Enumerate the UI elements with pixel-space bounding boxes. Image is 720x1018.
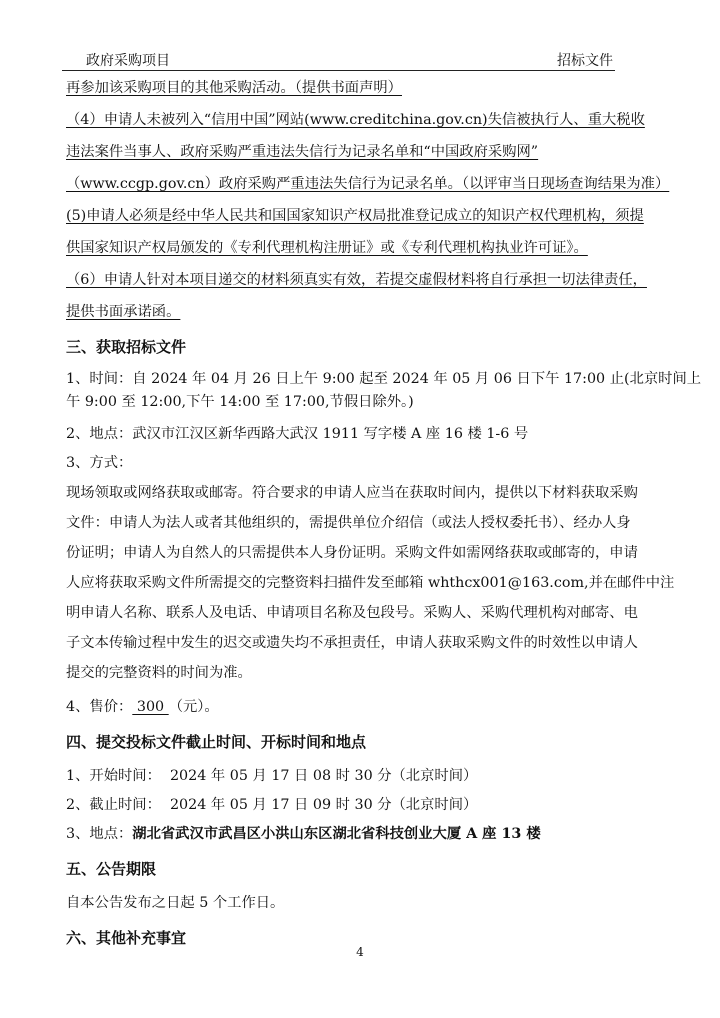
price-value: 300: [132, 699, 169, 715]
price-line: [66, 697, 618, 717]
method-line: 份证明；申请人为自然人的只需提供本人身份证明。采购文件如需网络获取或邮寄的，申请: [66, 545, 638, 561]
notice-period-text: 自本公告发布之日起 5 个工作日。: [66, 895, 285, 911]
qualification-line: 供国家知识产权局颁发的《专利代理机构注册证》或《专利代理机构执业许可证》。: [66, 240, 588, 256]
qualification-line: （www.ccgp.gov.cn）政府采购严重违法失信行为记录名单。（以评审当日现场查询结果为准）: [66, 176, 670, 192]
start-time-line: 1、开始时间： 2024 年 05 月 17 日 08 时 30 分（北京时间）: [66, 768, 478, 784]
method-line: 人应将获取采购文件所需提交的完整资料扫描件发至邮箱 whthcx001@163.com,并在邮件中注: [66, 575, 675, 591]
end-time-line: 2、截止时间： 2024 年 05 月 17 日 09 时 30 分（北京时间）: [66, 797, 478, 813]
qualification-line: 违法案件当事人、政府采购严重违法失信行为记录名单和“中国政府采购网”: [66, 144, 539, 160]
header-project-label: 政府采购项目: [86, 53, 170, 69]
page-number: 4: [356, 945, 364, 959]
section-heading: 四、提交投标文件截止时间、开标时间和地点: [66, 733, 367, 751]
bid-place-label: 3、地点：: [66, 826, 133, 842]
qualification-line: 提供书面承诺函。: [66, 304, 181, 320]
method-line: 现场领取或网络获取或邮寄。符合要求的申请人应当在获取时间内，提供以下材料获取采购: [66, 485, 638, 501]
bid-place-value: 湖北省武汉市武昌区小洪山东区湖北省科技创业大厦 A 座 13 楼: [132, 826, 541, 842]
qualification-line: (5)申请人必须是经中华人民共和国国家知识产权局批准登记成立的知识产权代理机构，须提: [66, 208, 644, 224]
bid-place-line: [66, 824, 618, 844]
method-line: 子文本传输过程中发生的迟交或遗失均不承担责任，申请人获取采购文件的时效性以申请人: [66, 635, 638, 651]
page-header: [62, 50, 615, 71]
header-document-label: 招标文件: [557, 53, 613, 69]
qualification-line: （4）申请人未被列入“信用中国”网站(www.creditchina.gov.cn)失信被执行人、重大税收: [66, 112, 645, 128]
price-unit: （元）。: [168, 699, 219, 715]
section-heading: 六、其他补充事宜: [66, 929, 187, 947]
section-heading: 三、获取招标文件: [66, 338, 187, 356]
qualification-line: 再参加该采购项目的其他采购活动。（提供书面声明）: [66, 80, 402, 96]
method-line: 明申请人名称、联系人及电话、申请项目名称及包段号。采购人、采购代理机构对邮寄、电: [66, 605, 638, 621]
time-line: 1、时间：自 2024 年 04 月 26 日上午 9:00 起至 2024 年 05 月 06 日下午 17:00 止(北京时间上: [66, 371, 702, 387]
price-label: 4、售价：: [66, 699, 133, 715]
place-line: 2、地点：武汉市江汉区新华西路大武汉 1911 写字楼 A 座 16 楼 1-6 号: [66, 426, 529, 442]
document-body: [66, 78, 702, 949]
method-line: 提交的完整资料的时间为准。: [66, 665, 252, 681]
method-line: 文件：申请人为法人或者其他组织的，需提供单位介绍信（或法人授权委托书）、经办人身: [66, 515, 631, 531]
qualification-line: （6）申请人针对本项目递交的材料须真实有效，若提交虚假材料将自行承担一切法律责任，: [66, 272, 647, 288]
section-heading: 五、公告期限: [66, 860, 157, 878]
time-line: 午 9:00 至 12:00,下午 14:00 至 17:00,节假日除外。): [66, 394, 414, 410]
method-title: 3、方式：: [66, 455, 133, 471]
